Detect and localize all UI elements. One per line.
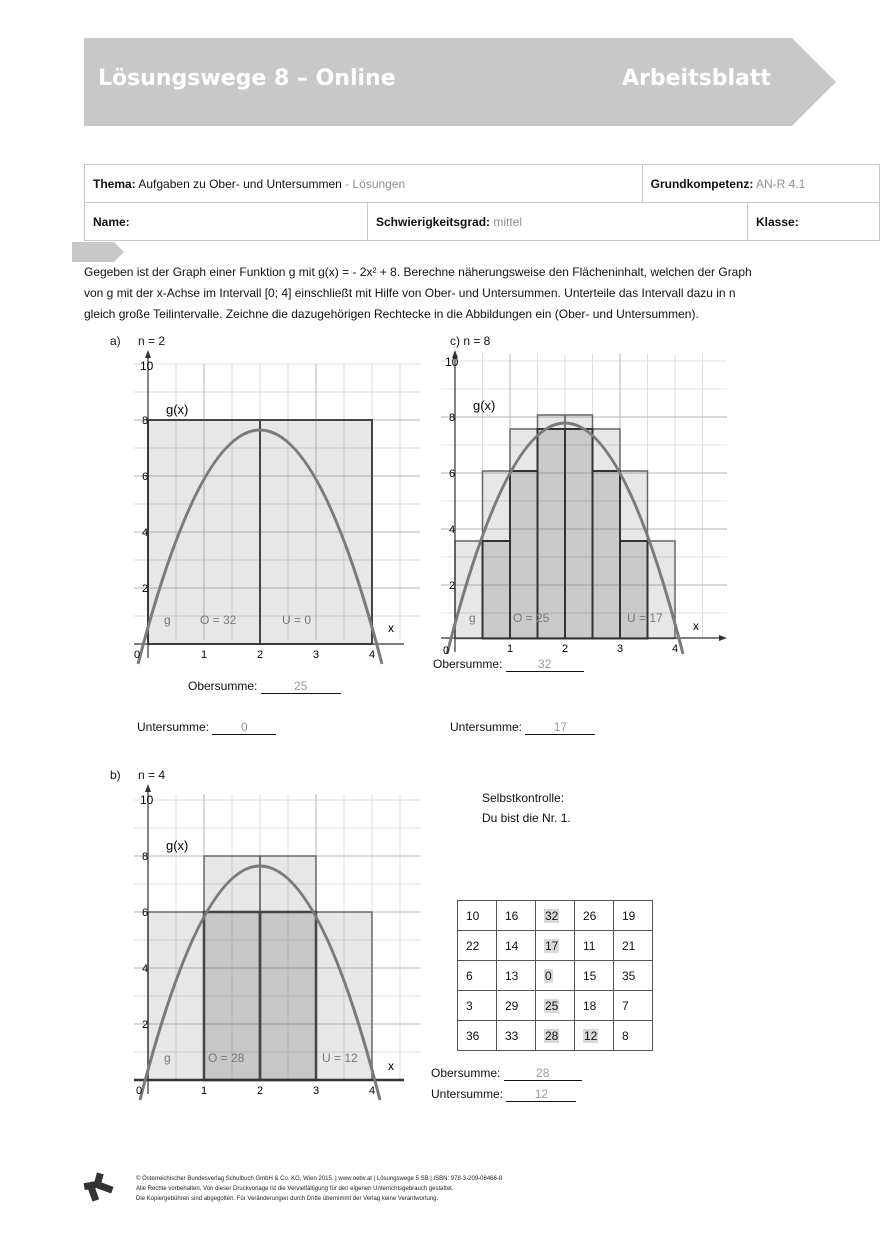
header-banner xyxy=(84,38,836,126)
graph-b-func-label: g(x) xyxy=(166,838,189,853)
graph-a xyxy=(134,348,424,673)
graph-c-xtick-4: 4 xyxy=(672,643,679,655)
graph-b-ytick-10: 10 xyxy=(140,793,154,807)
grid-cell: 21 xyxy=(614,931,653,961)
graph-c-lower-rect-4 xyxy=(565,429,593,639)
graph-b-U-label: U = 12 xyxy=(322,1051,358,1065)
self-check-text: Du bist die Nr. 1. xyxy=(482,811,571,825)
graph-b-xtick-2: 2 xyxy=(257,1085,264,1097)
graph-c xyxy=(441,348,761,663)
kompetenz-cell xyxy=(642,165,879,203)
graph-b-upper-rect-1 xyxy=(148,912,204,1080)
task-text xyxy=(84,262,796,325)
schwierigkeit-value: mittel xyxy=(493,214,523,229)
footer-text xyxy=(136,1174,502,1204)
header-title: Lösungswege 8 – Online xyxy=(98,66,396,91)
thema-suffix: - Lösungen xyxy=(345,176,406,191)
grid-row xyxy=(458,1021,653,1051)
schwierigkeit-label: Schwierigkeitsgrad: xyxy=(376,214,491,229)
graph-a-svg xyxy=(134,348,424,668)
self-check xyxy=(482,788,571,828)
grid-cell-highlight: 32 xyxy=(536,901,575,931)
footer-line-3: Die Kopiergebühren sind abgegolten. Für Veränderungen durch Dritte übernimmt der Verlag keine Verantwortung. xyxy=(136,1196,439,1202)
info-table xyxy=(84,164,880,241)
sum-a-unter-value: 0 xyxy=(212,720,276,735)
graph-b-xtick-0: 0 xyxy=(136,1085,143,1097)
name-cell xyxy=(85,203,368,241)
grid-cell: 3 xyxy=(458,991,497,1021)
grid-cell: 16 xyxy=(497,901,536,931)
sum-c-unter-label: Untersumme: xyxy=(450,720,523,734)
graph-b-ytick-8: 8 xyxy=(142,851,149,863)
graph-a-xtick-0: 0 xyxy=(134,649,141,661)
name-label: Name: xyxy=(93,214,130,229)
graph-b-ytick-6: 6 xyxy=(142,907,149,919)
grid-cell-highlight: 17 xyxy=(536,931,575,961)
sum-a-ober-value: 25 xyxy=(261,679,341,694)
thema-value: Aufgaben zu Ober- und Untersummen xyxy=(138,176,342,191)
sum-b-ober-label: Obersumme: xyxy=(431,1066,501,1080)
graph-a-g-label: g xyxy=(164,613,171,627)
sum-b-unter-value: 12 xyxy=(506,1087,576,1102)
section-arrow-marker xyxy=(72,242,126,262)
part-a-n: n = 2 xyxy=(138,334,166,348)
sum-a-unter-label: Untersumme: xyxy=(137,720,210,734)
thema-label: Thema: xyxy=(93,176,136,191)
graph-a-upper-rect-1 xyxy=(148,420,260,644)
graph-b-x-label: x xyxy=(388,1059,394,1073)
grid-cell-highlight: 25 xyxy=(536,991,575,1021)
grid-row xyxy=(458,931,653,961)
graph-c-ytick-2: 2 xyxy=(449,580,456,592)
graph-b-O-label: O = 28 xyxy=(208,1051,245,1065)
graph-b-lower-rect-2 xyxy=(260,912,316,1080)
graph-a-xtick-4: 4 xyxy=(369,649,376,661)
graph-c-g-label: g xyxy=(469,611,476,625)
sum-b-unter xyxy=(431,1087,576,1102)
sum-c-ober-label: Obersumme: xyxy=(433,657,503,671)
graph-c-xtick-0: 0 xyxy=(443,645,450,657)
grid-cell: 14 xyxy=(497,931,536,961)
grid-cell: 26 xyxy=(575,901,614,931)
graph-a-xtick-2: 2 xyxy=(257,649,264,661)
schwierigkeit-cell xyxy=(368,203,748,241)
graph-b-g-label: g xyxy=(164,1051,171,1065)
sum-c-ober-value: 32 xyxy=(506,657,584,672)
self-check-title: Selbstkontrolle: xyxy=(482,791,565,805)
grid-row xyxy=(458,901,653,931)
graph-c-xtick-2: 2 xyxy=(562,643,569,655)
graph-b-y-arrow xyxy=(145,784,151,792)
part-a-letter: a) xyxy=(110,334,121,348)
graph-c-ytick-10: 10 xyxy=(445,355,459,369)
footer-line-1: © Österreichischer Bundesverlag Schulbuch GmbH & Co. KG, Wien 2015. | www.oebv.at | Lösungswege 5 SB | ISBN: 978-3-209-08466-8 xyxy=(136,1176,503,1182)
part-b-n: n = 4 xyxy=(138,768,166,782)
sum-b-ober-value: 28 xyxy=(504,1066,582,1081)
graph-c-xtick-1: 1 xyxy=(507,643,514,655)
graph-a-ytick-4: 4 xyxy=(142,527,149,539)
graph-a-x-label: x xyxy=(388,621,394,635)
grid-cell: 7 xyxy=(614,991,653,1021)
grid-cell: 6 xyxy=(458,961,497,991)
grid-cell-highlight: 28 xyxy=(536,1021,575,1051)
graph-b-xtick-4: 4 xyxy=(369,1085,376,1097)
graph-b-xtick-3: 3 xyxy=(313,1085,320,1097)
graph-c-ytick-4: 4 xyxy=(449,524,456,536)
graph-c-lower-rect-3 xyxy=(538,429,566,639)
sum-c-unter xyxy=(450,720,595,735)
graph-a-upper-rect-2 xyxy=(260,420,372,644)
grid-cell-highlight: 12 xyxy=(575,1021,614,1051)
grid-cell: 13 xyxy=(497,961,536,991)
footer-line-2: Alle Rechte vorbehalten. Von dieser Druckvorlage ist die Vervielfältigung für den eigenen Unterrichtsgebrauch gestattet. xyxy=(136,1186,454,1192)
graph-c-func-label: g(x) xyxy=(473,398,496,413)
kompetenz-label: Grundkompetenz: xyxy=(650,176,754,191)
graph-a-xtick-1: 1 xyxy=(201,649,208,661)
sum-b-ober xyxy=(431,1066,582,1081)
grid-cell: 22 xyxy=(458,931,497,961)
klasse-label: Klasse: xyxy=(756,214,799,229)
graph-c-x-arrow xyxy=(719,635,727,641)
graph-a-ytick-8: 8 xyxy=(142,415,149,427)
grid-cell: 18 xyxy=(575,991,614,1021)
thema-cell xyxy=(85,165,643,203)
graph-a-ytick-2: 2 xyxy=(142,583,149,595)
grid-cell: 29 xyxy=(497,991,536,1021)
graph-a-func-label: g(x) xyxy=(166,402,189,417)
sum-a-ober xyxy=(188,679,341,694)
kompetenz-value: AN-R 4.1 xyxy=(755,176,806,191)
grid-cell: 33 xyxy=(497,1021,536,1051)
graph-b-ytick-2: 2 xyxy=(142,1019,149,1031)
graph-c-ytick-8: 8 xyxy=(449,412,456,424)
graph-a-xtick-3: 3 xyxy=(313,649,320,661)
grid-row xyxy=(458,961,653,991)
graph-b-xtick-1: 1 xyxy=(201,1085,208,1097)
part-c-label: c) n = 8 xyxy=(450,334,491,348)
control-grid xyxy=(457,900,653,1051)
graph-b-ytick-4: 4 xyxy=(142,963,149,975)
grid-cell: 15 xyxy=(575,961,614,991)
grid-row xyxy=(458,991,653,1021)
sum-c-unter-value: 17 xyxy=(525,720,595,735)
header-sheet-type: Arbeitsblatt xyxy=(622,66,771,91)
graph-b-svg xyxy=(134,782,424,1104)
klasse-cell xyxy=(748,203,880,241)
graph-b xyxy=(134,782,424,1109)
sum-c-ober xyxy=(433,657,584,672)
graph-c-x-label: x xyxy=(693,619,699,633)
task-line-2: von g mit der x-Achse im Intervall [0; 4] einschließt mit Hilfe von Ober- und Untersummen. Unterteile das Intervall dazu in n xyxy=(84,286,736,300)
sum-b-unter-label: Untersumme: xyxy=(431,1087,504,1101)
grid-cell: 10 xyxy=(458,901,497,931)
graph-a-O-label: O = 32 xyxy=(200,613,237,627)
graph-c-U-label: U = 17 xyxy=(627,611,663,625)
graph-c-lower-rect-1 xyxy=(483,541,511,639)
sum-a-ober-label: Obersumme: xyxy=(188,679,258,693)
grid-cell: 36 xyxy=(458,1021,497,1051)
sum-a-unter xyxy=(137,720,276,735)
graph-c-lower-rect-5 xyxy=(593,471,621,639)
graph-c-svg xyxy=(441,348,761,658)
graph-a-y-arrow xyxy=(145,350,151,358)
graph-a-ytick-10: 10 xyxy=(140,359,154,373)
task-line-1: Gegeben ist der Graph einer Funktion g mit g(x) = - 2x² + 8. Berechne näherungsweise den Flächeninhalt, welchen der Graph xyxy=(84,265,752,279)
graph-a-ytick-6: 6 xyxy=(142,471,149,483)
graph-c-ytick-6: 6 xyxy=(449,468,456,480)
grid-cell: 11 xyxy=(575,931,614,961)
graph-a-U-label: U = 0 xyxy=(282,613,312,627)
grid-cell: 19 xyxy=(614,901,653,931)
task-line-3: gleich große Teilintervalle. Zeichne die dazugehörigen Rechtecke in die Abbildungen ein (Ober- und Untersummen). xyxy=(84,307,699,321)
part-b-letter: b) xyxy=(110,768,121,782)
grid-cell: 35 xyxy=(614,961,653,991)
publisher-logo-icon xyxy=(82,1172,114,1202)
grid-cell-highlight: 0 xyxy=(536,961,575,991)
graph-c-xtick-3: 3 xyxy=(617,643,624,655)
grid-cell: 8 xyxy=(614,1021,653,1051)
graph-c-O-label: O = 25 xyxy=(513,611,550,625)
